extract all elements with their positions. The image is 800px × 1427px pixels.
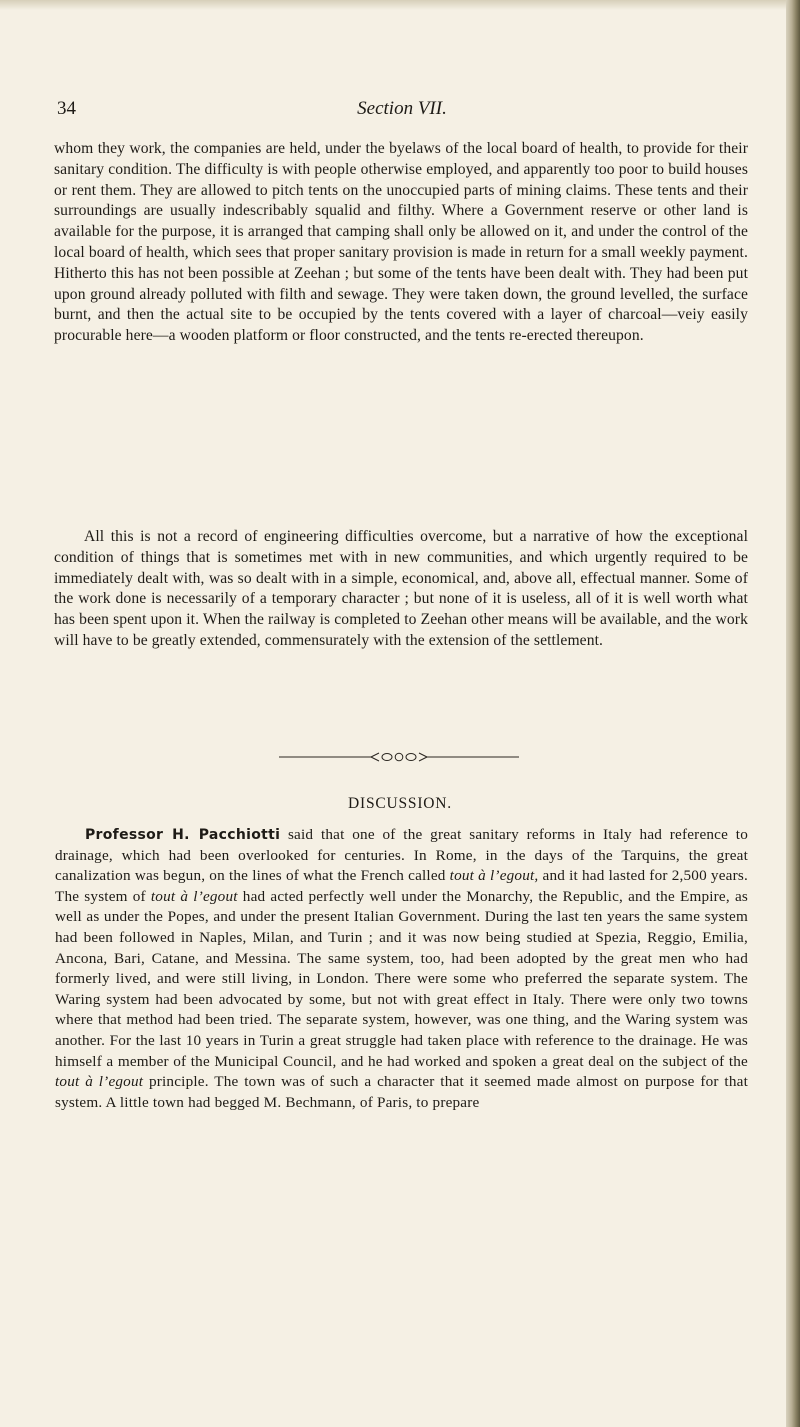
foreign-phrase: tout à l’egout [55,1073,144,1091]
text-run: principle. The town was of such a character that it seemed made almost on purpose for that system. A little town had begged M. Bechmann, of Paris, to prepare [55,1073,748,1111]
book-binding-edge [786,0,800,1427]
paragraph-text: All this is not a record of engineering difficulties overcome, but a narrative of how the exceptional condition of things that is sometimes met with in new communities, and which urgently required to be immediately dealt with, was so dealt with in a simple, economical, and, above all, effectual manner. Some of the work done is necessarily of a temporary character ; but none of it is useless, all of it is well worth what has been spent upon it. When the railway is completed to Zeehan other means will be available, and the work will have to be greatly extended, commensurately with the extension of the settlement. [54,528,748,649]
page-top-shadow [0,0,800,10]
text-run: and it had lasted for 2,500 years. The system of [55,867,748,905]
section-divider-ornament [279,750,519,764]
foreign-phrase: tout à l’egout [150,887,238,905]
text-run: had acted perfectly well under the Monarchy, the Republic, and the Empire, as well as under the Popes, and under the present Italian Government. During the last ten years the same system had been followed in Naples, Milan, and Turin ; and it was now being studied at Spezia, Reggio, Emilia, Ancona, Bari, Catane, and Messina. The same system, too, had been adopted by the great men who had formerly lived, and were still living, in London. There were some who preferred the separate system. The Waring system had been advocated by some, but not with great effect in Italy. There were only two towns where that method had been tried. The separate system, however, was one thing, and the Waring system was another. For the last 10 years in Turin a great struggle had taken place with reference to the drainage. He was himself a member of the Municipal Council, and he had worked and spoken a great deal on the subject of the [55,887,748,1070]
paragraph-text: whom they work, the companies are held, under the byelaws of the local board of health, to provide for their sanitary condition. The difficulty is with people otherwise employed, and apparently too poor to build houses or rent them. They are allowed to pitch tents on the unoccupied parts of mining claims. These tents and their surroundings are usually indescribably squalid and filthy. Where a Government reserve or other land is available for the purpose, it is arranged that camping shall only be allowed on it, and under the control of the local board of health, which sees that proper sanitary provision is made in return for a small weekly payment. Hitherto this has not been possible at Zeehan ; but some of the tents have been dealt with. They had been put upon ground already polluted with filth and sewage. They were taken down, the ground levelled, the surface burnt, and then the actual site to be occupied by the tents covered with a layer of charcoal—veiy easily procurable here—a wooden platform or floor constructed, and the tents re-erected thereupon. [54,140,748,345]
discussion-paragraph [55,825,748,1113]
page-number: 34 [57,98,76,119]
running-title: Section VII. [357,98,447,119]
section-heading: DISCUSSION. [348,795,452,812]
speaker-name: Professor H. Pacchiotti [85,827,281,843]
foreign-phrase: tout à l’egout, [449,867,539,885]
paragraph-text [55,825,748,1113]
page-header [57,98,747,124]
body-paragraph-1 [54,139,748,347]
body-paragraph-2 [54,527,748,652]
text-run: said that one of the great sanitary reforms in Italy had reference to drainage, which had been overlooked for centuries. In Rome, in the days of the Tarquins, the great canalization was begun, on the lines of what the French called [55,826,749,885]
